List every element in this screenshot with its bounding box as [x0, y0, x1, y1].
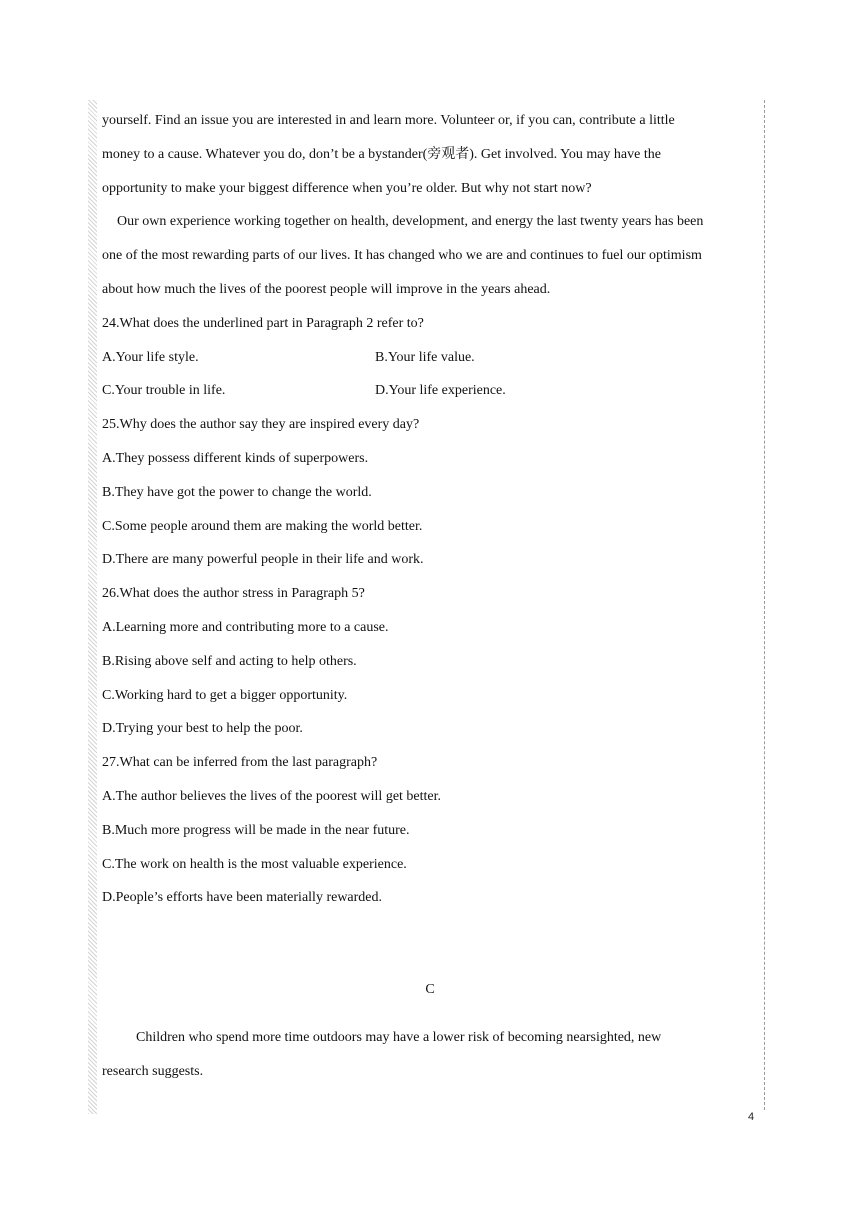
text-line: opportunity to make your biggest difference when you’re older. But why not start now?: [102, 180, 592, 196]
text-line: Children who spend more time outdoors may have a lower risk of becoming nearsighted, new: [136, 1029, 662, 1045]
option-a: A.Your life style.: [102, 349, 199, 365]
passage-b-last-paragraph: [102, 205, 758, 306]
passage-c-title: C: [425, 982, 435, 998]
option-c: C.The work on health is the most valuable experience.: [102, 856, 407, 872]
question-27: [102, 746, 758, 915]
page-number: 4: [748, 1111, 755, 1123]
passage-b-paragraph-continued: [102, 104, 758, 205]
option-row: [102, 341, 758, 375]
question-stem: 25.Why does the author say they are inspired every day?: [102, 417, 420, 433]
passage-c-paragraph-1: [102, 1021, 758, 1089]
binding-margin-strip: [88, 100, 97, 1114]
option-b: B.Rising above self and acting to help others.: [102, 653, 357, 669]
question-stem: 27.What can be inferred from the last paragraph?: [102, 755, 378, 771]
text-line: Our own experience working together on health, development, and energy the last twenty years has been: [117, 214, 704, 230]
option-a: A.They possess different kinds of superpowers.: [102, 450, 369, 466]
question-24: [102, 307, 758, 408]
text-line: yourself. Find an issue you are interested in and learn more. Volunteer or, if you can, contribute a little: [102, 113, 675, 128]
text-line: about how much the lives of the poorest people will improve in the years ahead.: [102, 281, 551, 297]
option-b: B.Your life value.: [375, 349, 475, 365]
option-row: [102, 374, 758, 408]
question-stem: 26.What does the author stress in Paragraph 5?: [102, 586, 365, 602]
option-c: C.Some people around them are making the world better.: [102, 518, 423, 534]
option-a: A.The author believes the lives of the poorest will get better.: [102, 788, 442, 804]
section-spacer: [102, 915, 758, 973]
text-line: research suggests.: [102, 1063, 204, 1079]
option-d: D.There are many powerful people in their life and work.: [102, 552, 424, 568]
option-d: D.Your life experience.: [375, 383, 506, 399]
question-26: [102, 577, 758, 746]
right-margin-rule: [764, 100, 765, 1110]
page-content: [102, 104, 758, 1089]
option-d: D.People’s efforts have been materially rewarded.: [102, 890, 383, 906]
option-b: B.Much more progress will be made in the near future.: [102, 822, 410, 838]
question-stem: 24.What does the underlined part in Paragraph 2 refer to?: [102, 315, 424, 331]
option-d: D.Trying your best to help the poor.: [102, 721, 303, 737]
option-c: C.Working hard to get a bigger opportunity.: [102, 687, 348, 703]
question-25: [102, 408, 758, 577]
option-c: C.Your trouble in life.: [102, 383, 226, 399]
option-b: B.They have got the power to change the world.: [102, 484, 372, 500]
text-line: one of the most rewarding parts of our lives. It has changed who we are and continues to fuel our optimism: [102, 248, 702, 264]
option-a: A.Learning more and contributing more to a cause.: [102, 619, 389, 635]
title-spacer: [102, 1007, 758, 1021]
text-line: money to a cause. Whatever you do, don’t be a bystander(旁观者). Get involved. You may have the: [102, 146, 661, 162]
